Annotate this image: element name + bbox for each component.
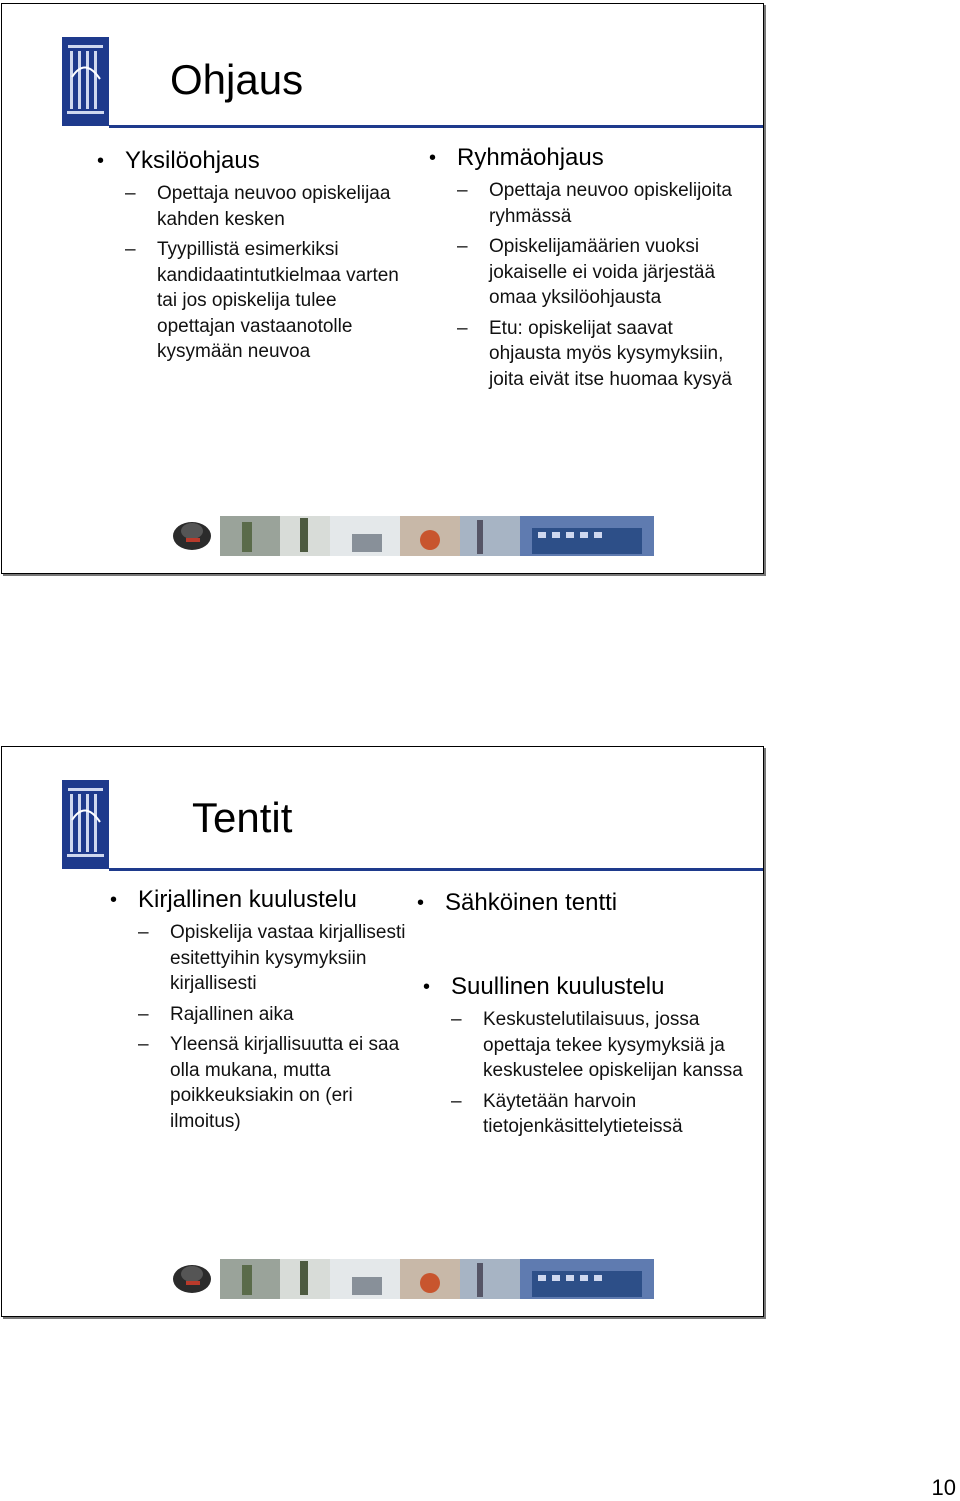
bullet-icon: • — [97, 150, 105, 172]
page-number: 10 — [931, 1475, 956, 1500]
bullet-heading — [97, 147, 415, 175]
list-item: – Keskustelutilaisuus, jossa opettaja tekee kysymyksiä ja keskustelee opiskelijan kanssa — [451, 1009, 743, 1081]
list-item: – Opiskelija vastaa kirjallisesti esitettyihin kysymyksiin kirjallisesti — [138, 922, 406, 994]
column-suullinen — [423, 973, 751, 1145]
bullet-heading-text: Ryhmäohjaus — [457, 144, 604, 171]
title-rule — [109, 125, 763, 128]
list-item: – Opiskelijamäärien vuoksi jokaiselle ei voida järjestää omaa yksilöohjausta — [457, 236, 716, 308]
dash-icon: – — [125, 183, 136, 204]
slide-tentit — [1, 746, 764, 1317]
dash-icon: – — [138, 1003, 149, 1025]
bullet-heading — [423, 973, 751, 1001]
bullet-icon: • — [423, 976, 431, 998]
footer-photo-strip — [172, 1257, 654, 1299]
sub-list — [457, 178, 747, 392]
slide-title: Tentit — [192, 794, 293, 841]
title-rule — [109, 868, 763, 871]
bullet-icon: • — [429, 147, 437, 169]
bullet-icon: • — [110, 889, 118, 911]
sub-list — [451, 1007, 751, 1140]
sub-list — [125, 181, 415, 365]
sub-list — [138, 920, 408, 1134]
bullet-heading-text: Kirjallinen kuulustelu — [138, 886, 357, 913]
list-item: – Etu: opiskelijat saavat ohjausta myös kysymyksiin, joita eivät itse huomaa kysyä — [457, 317, 732, 390]
list-item: – Tyypillistä esimerkiksi kandidaatintutkielmaa varten tai jos opiskelija tulee opettajan vastaanotolle kysymään neuvoa — [125, 239, 399, 362]
slide-title: Ohjaus — [170, 56, 304, 103]
footer-photo-strip — [172, 514, 654, 556]
dash-icon: – — [457, 317, 468, 339]
bullet-heading-text: Sähköinen tentti — [445, 889, 618, 916]
list-item: – Käytetään harvoin tietojenkäsittelytieteissä — [451, 1090, 683, 1137]
university-logo-icon — [62, 780, 109, 869]
bullet-icon: • — [417, 892, 425, 914]
bullet-heading — [417, 889, 745, 917]
bullet-heading — [429, 144, 747, 172]
university-logo-icon — [62, 37, 109, 126]
column-sahkoinen — [417, 889, 745, 917]
bullet-heading-text: Suullinen kuulustelu — [451, 973, 665, 1000]
dash-icon: – — [457, 180, 468, 201]
column-yksiloohjaus — [97, 147, 415, 370]
bullet-heading — [110, 886, 408, 914]
dash-icon: – — [451, 1090, 462, 1112]
column-ryhmaohjaus — [429, 144, 747, 397]
list-item: – Yleensä kirjallisuutta ei saa olla mukana, mutta poikkeuksiakin on (eri ilmoitus) — [138, 1034, 400, 1132]
list-item: – Opettaja neuvoo opiskelijoita ryhmässä — [457, 180, 732, 227]
dash-icon: – — [457, 236, 468, 257]
dash-icon: – — [125, 239, 136, 260]
dash-icon: – — [451, 1009, 462, 1030]
list-item: – Rajallinen aika — [138, 1002, 408, 1028]
bullet-heading-text: Yksilöohjaus — [125, 147, 260, 174]
list-item: – Opettaja neuvoo opiskelijaa kahden kesken — [125, 183, 391, 230]
dash-icon: – — [138, 922, 149, 943]
column-kirjallinen — [110, 886, 408, 1139]
dash-icon: – — [138, 1034, 149, 1055]
slide-ohjaus — [1, 3, 764, 574]
